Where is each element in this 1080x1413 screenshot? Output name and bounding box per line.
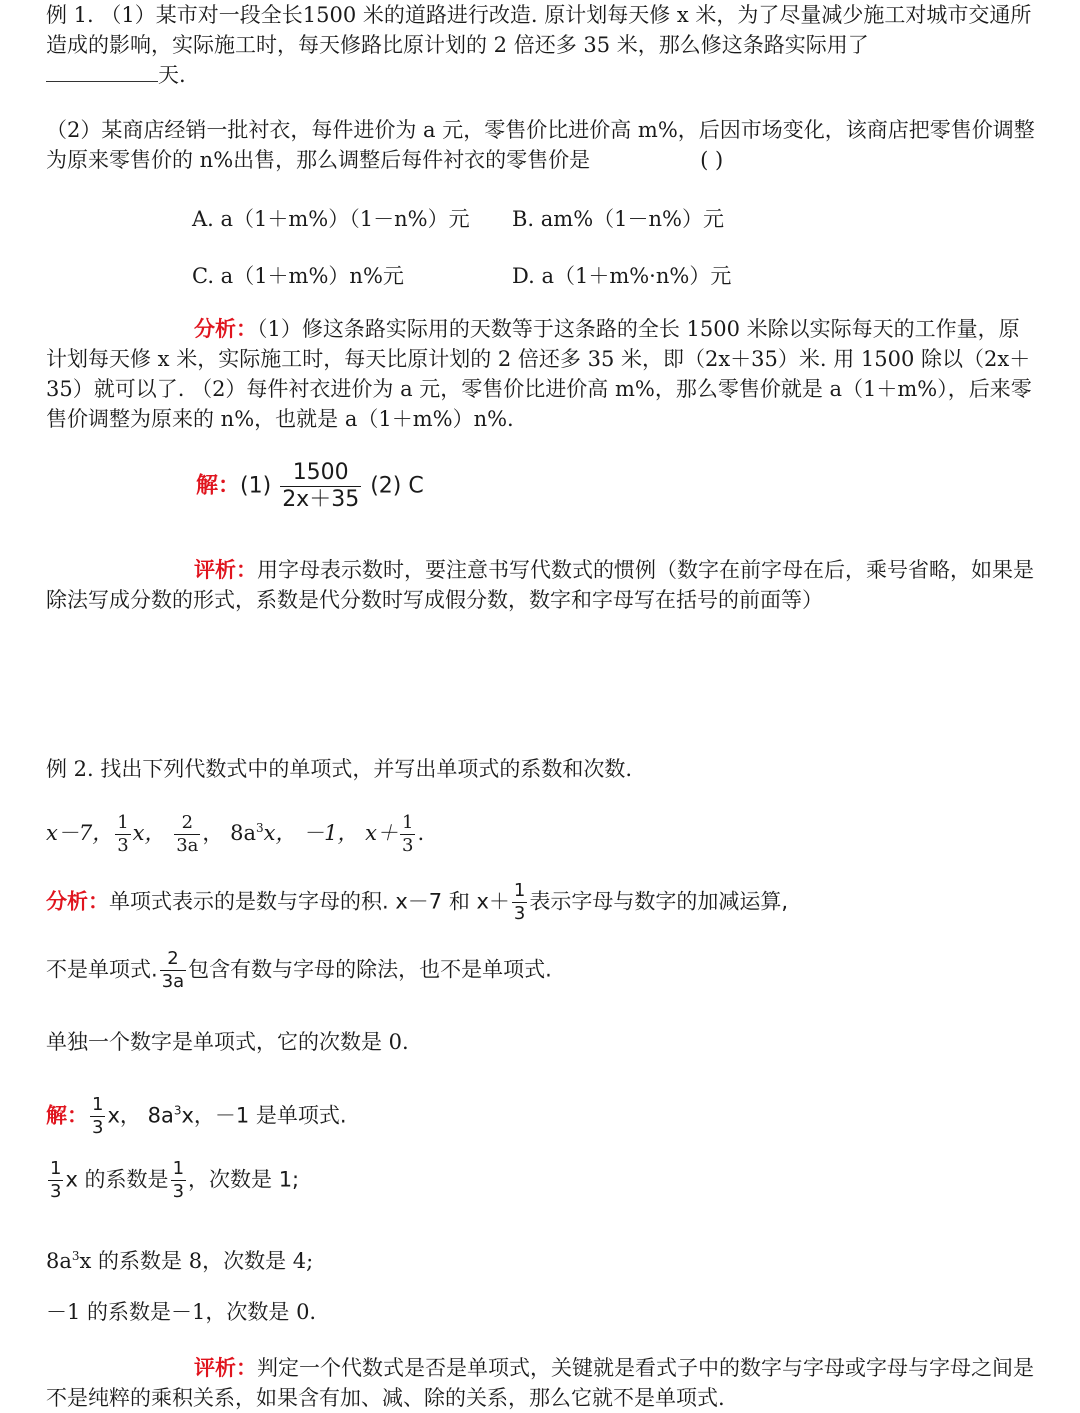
answer-blank xyxy=(46,63,158,82)
ex1-solution: 解：(1) $\frac{1500}{2x+35}$ (2) C xyxy=(196,460,424,512)
option-a: A. a（1＋m%）（1－n%）元 xyxy=(192,207,470,231)
ex1-analysis: 分析：（1）修这条路实际用的天数等于这条路的全长 1500 米除以实际每天的工作量，原计划每天修 x 米，实际施工时，每天比原计划的 2 倍还多 35 米，即（2x＋35）米. 用 1500 除以（2x＋35）就可以了. （2）每件衬衣进价为 a 元，零售价比进价高 m%，那么零售价就是 a（1＋m%），后来零售价调整为原来的 n%，也就是 a（1＋m%）n%. xyxy=(46,317,1032,431)
ex1-question-2: （2）某商店经销一批衬衣，每件进价为 a 元，零售价比进价高 m%，后因市场变化，该商店把零售价调整为原来零售价的 n%出售，那么调整后每件衬衣的零售价是 ( ) xyxy=(46,115,1040,175)
ex1-review: 评析：用字母表示数时，要注意书写代数式的惯例（数字在前字母在后，乘号省略，如果是除法写成分数的形式，系数是代分数时写成假分数，数字和字母写在括号的前面等） xyxy=(46,558,1034,612)
ex2-analysis-line-1: 分析：单项式表示的是数与字母的积. x－7 和 x＋ $\frac{1}{3}$ 表示字母与数字的加减运算, xyxy=(46,880,789,924)
option-b: B. am%（1－n%）元 xyxy=(512,207,725,231)
ex2-analysis-line-3: 单独一个数字是单项式，它的次数是 0. xyxy=(46,1030,409,1054)
ex2-analysis-line-2: 不是单项式. $\frac{2}{3a}$ 包含有数与字母的除法，也不是单项式. xyxy=(46,948,552,992)
ex2-review: 评析：判定一个代数式是否是单项式，关键就是看式子中的数字与字母或字母与字母之间是不是纯粹的乘积关系，如果含有加、减、除的关系，那么它就不是单项式. xyxy=(46,1356,1034,1410)
solution-fraction: $\frac{1500}{2x+35}$ xyxy=(282,460,360,512)
answer-paren: ( ) xyxy=(700,148,724,172)
ex2-solution-coef-3: －1 的系数是－1，次数是 0. xyxy=(46,1300,317,1324)
ex2-solution-line: 解： $\frac{1}{3}$ x， $8a^3x$，－1 是单项式. xyxy=(46,1094,347,1138)
ex2-expressions: x－7， $\frac{1}{3}$ x， $\frac{2}{3a}$ ， $8a^3x$， －1， x＋ $\frac{1}{3}$ . xyxy=(46,812,425,856)
option-c: C. a（1＋m%）n%元 xyxy=(192,264,404,288)
option-d: D. a（1＋m%·n%）元 xyxy=(512,264,732,288)
ex1-question-1: 例 1. （1）某市对一段全长1500 米的道路进行改造. 原计划每天修 x 米，为了尽量减少施工对城市交通所造成的影响，实际施工时，每天修路比原计划的 2 倍还多 35 米，那么修这条路实际用了 天. xyxy=(46,3,1032,87)
ex2-solution-coef-2: $8a^3x$ 的系数是 8，次数是 4; xyxy=(46,1249,314,1273)
ex2-solution-coef-1: $\frac{1}{3}$ x 的系数是 $\frac{1}{3}$ ，次数是 1; xyxy=(50,1158,300,1202)
ex2-title: 例 2. 找出下列代数式中的单项式，并写出单项式的系数和次数. xyxy=(46,757,633,781)
